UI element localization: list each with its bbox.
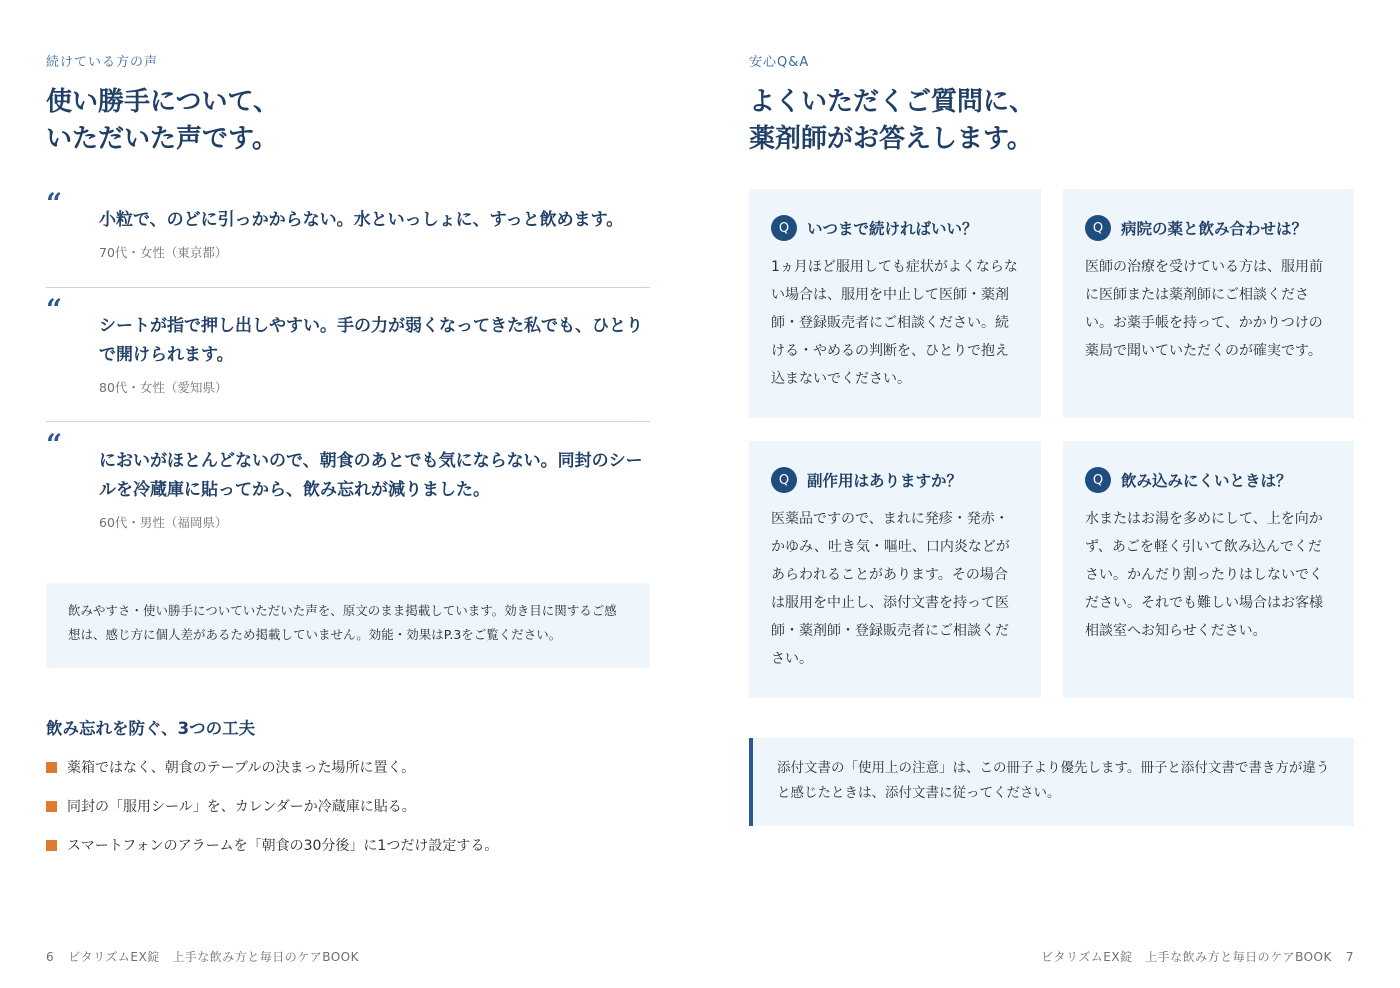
testimonial <box>46 293 650 396</box>
testimonial <box>46 428 650 531</box>
faq-question: 病院の薬と飲み合わせは？ <box>1121 220 1308 238</box>
testimonial <box>46 187 650 261</box>
page-number: 7 <box>1345 950 1354 964</box>
faq-card <box>749 441 1041 698</box>
right-headline-line2: 薬剤師がお答えします。 <box>749 124 1033 154</box>
left-headline <box>46 84 646 158</box>
faq-question: 副作用はありますか？ <box>807 472 963 490</box>
tip-text: 同封の「服用シール」を、カレンダーか冷蔵庫に貼る。 <box>67 799 416 815</box>
tip-text: スマートフォンのアラームを「朝食の30分後」に1つだけ設定する。 <box>67 838 499 854</box>
faq-answer: 1ヵ月ほど服用しても症状がよくならない場合は、服用を中止して医師・薬剤師・登録販売者にご相談ください。続ける・やめるの判断を、ひとりで抱え込まないでください。 <box>771 259 1018 387</box>
testimonial-text: においがほとんどないので、朝食のあとでも気にならない。同封のシールを冷蔵庫に貼ってから、飲み忘れが減りました。 <box>99 451 643 500</box>
q-badge-icon: Q <box>771 467 797 493</box>
tip-item <box>46 835 498 855</box>
left-footer <box>46 948 359 965</box>
q-badge-icon: Q <box>771 215 797 241</box>
quote-icon: “ <box>46 187 63 220</box>
right-eyebrow: 安心Q&A <box>749 55 810 70</box>
faq-question: 飲み込みにくいときは？ <box>1121 472 1292 490</box>
voices-note-text: 飲みやすさ・使い勝手についていただいた声を、原文のまま掲載しています。効き目に関するご感想は、感じ方に個人差があるため掲載していません。効能・効果はP.3をご覧ください。 <box>68 603 617 642</box>
faq-answer: 医師の治療を受けている方は、服用前に医師または薬剤師にご相談ください。お薬手帳を持って、かかりつけの薬局で聞いていただくのが確実です。 <box>1085 259 1323 359</box>
right-headline <box>749 84 1349 158</box>
testimonial-attribution: 70代・女性（東京都） <box>99 245 228 260</box>
testimonial-text: 小粒で、のどに引っかからない。水といっしょに、すっと飲めます。 <box>99 210 624 230</box>
tip-item <box>46 796 416 816</box>
caution-text: 添付文書の「使用上の注意」は、この冊子より優先します。冊子と添付文書で書き方が違うと感じたときは、添付文書に従ってください。 <box>777 760 1330 801</box>
square-bullet-icon <box>46 762 57 773</box>
tips-title: 飲み忘れを防ぐ、3つの工夫 <box>46 719 256 738</box>
footer-title: ビタリズムEX錠 上手な飲み方と毎日のケアBOOK <box>1041 950 1332 964</box>
testimonial-divider <box>46 287 650 288</box>
left-headline-line1: 使い勝手について、 <box>46 87 279 117</box>
testimonial-attribution: 80代・女性（愛知県） <box>99 380 228 395</box>
left-eyebrow: 続けている方の声 <box>46 55 159 70</box>
right-footer <box>1041 948 1354 965</box>
caution-box <box>749 738 1354 826</box>
tip-text: 薬箱ではなく、朝食のテーブルの決まった場所に置く。 <box>67 760 416 776</box>
faq-answer: 医薬品ですので、まれに発疹・発赤・かゆみ、吐き気・嘔吐、口内炎などがあらわれることがあります。その場合は服用を中止し、添付文書を持って医師・薬剤師・登録販売者にご相談ください。 <box>771 511 1010 667</box>
square-bullet-icon <box>46 840 57 851</box>
tip-item <box>46 757 415 777</box>
faq-card <box>749 189 1041 418</box>
left-headline-line2: いただいた声です。 <box>46 124 278 154</box>
page-number: 6 <box>46 950 55 964</box>
testimonial-attribution: 60代・男性（福岡県） <box>99 515 228 530</box>
right-headline-line1: よくいただくご質問に、 <box>749 87 1036 117</box>
footer-title: ビタリズムEX錠 上手な飲み方と毎日のケアBOOK <box>68 950 359 964</box>
testimonial-text: シートが指で押し出しやすい。手の力が弱くなってきた私でも、ひとりで開けられます。 <box>99 316 643 365</box>
faq-card <box>1063 189 1354 418</box>
square-bullet-icon <box>46 801 57 812</box>
faq-answer: 水またはお湯を多めにして、上を向かず、あごを軽く引いて飲み込んでください。かんだり割ったりはしないでください。それでも難しい場合はお客様相談室へお知らせください。 <box>1085 511 1323 639</box>
testimonial-divider <box>46 421 650 422</box>
voices-note-box <box>46 583 650 668</box>
faq-question: いつまで続ければいい？ <box>807 220 978 238</box>
quote-icon: “ <box>46 293 63 326</box>
quote-icon: “ <box>46 428 63 461</box>
q-badge-icon: Q <box>1085 215 1111 241</box>
faq-card <box>1063 441 1354 698</box>
q-badge-icon: Q <box>1085 467 1111 493</box>
